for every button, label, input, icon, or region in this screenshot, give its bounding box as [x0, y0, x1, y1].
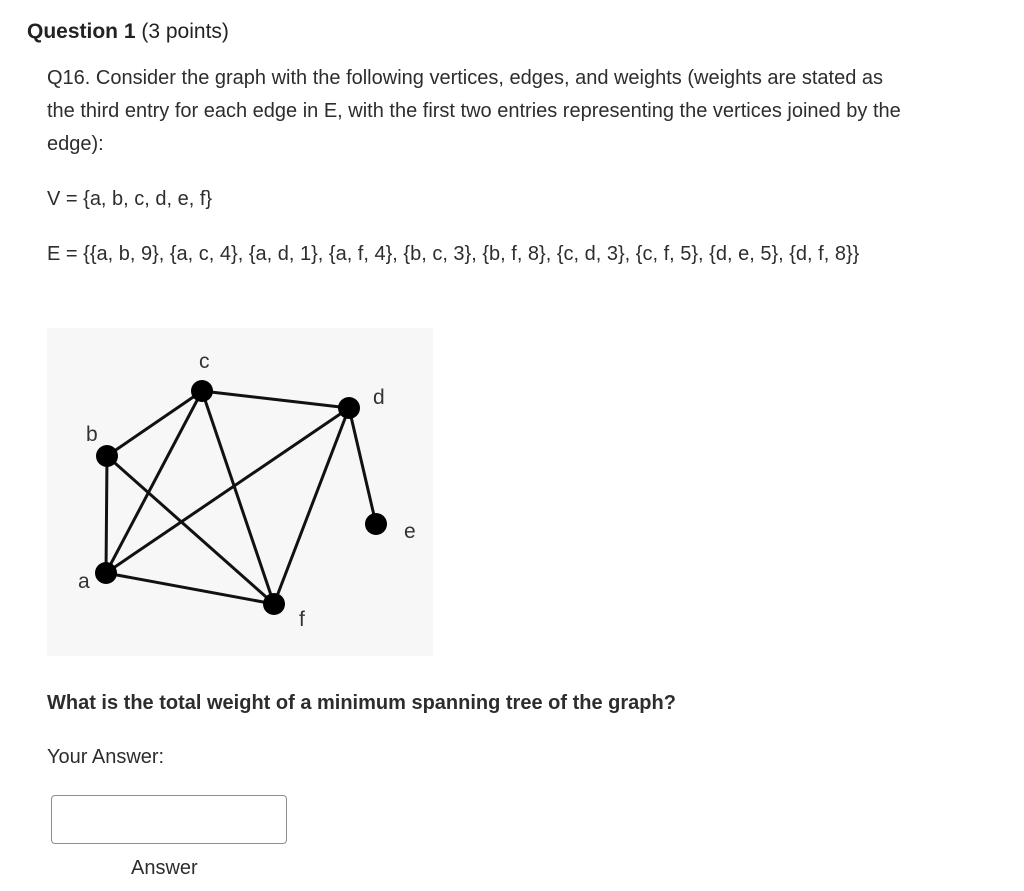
question-prompt: Q16. Consider the graph with the following vertices, edges, and weights (weights are stated as the third entry for each edge in E, with the first two entries representing the vertices joined by the edge):: [47, 67, 901, 155]
vertex-label-f: f: [299, 608, 305, 631]
edge-a-c: [106, 391, 202, 573]
vertex-f: [263, 593, 285, 615]
vertex-label-a: a: [78, 570, 90, 593]
edge-b-c: [107, 391, 202, 456]
vertex-set: V = {a, b, c, d, e, f}: [47, 188, 213, 210]
vertex-a: [95, 562, 117, 584]
vertex-label-c: c: [199, 350, 210, 373]
graph-figure: [47, 328, 433, 656]
question-body: [47, 62, 947, 271]
question-title: Question 1: [27, 20, 136, 43]
answer-caption: Answer: [131, 857, 198, 879]
vertex-e: [365, 513, 387, 535]
edge-d-f: [274, 408, 349, 604]
edge-a-f: [106, 573, 274, 604]
question-points: (3 points): [141, 20, 229, 43]
answer-input[interactable]: [51, 795, 287, 844]
edge-d-e: [349, 408, 376, 524]
vertex-b: [96, 445, 118, 467]
mst-question: What is the total weight of a minimum spanning tree of the graph?: [47, 692, 676, 714]
vertex-d: [338, 397, 360, 419]
vertex-label-d: d: [373, 386, 385, 409]
edge-set: E = {{a, b, 9}, {a, c, 4}, {a, d, 1}, {a, f, 4}, {b, c, 3}, {b, f, 8}, {c, d, 3}, {c, f, 5}, {d, e, 5}, {d, f, 8}}: [47, 243, 860, 265]
vertex-label-e: e: [404, 520, 416, 543]
vertex-label-b: b: [86, 423, 98, 446]
question-header: [27, 18, 229, 46]
answer-label: Your Answer:: [47, 746, 165, 768]
edge-c-d: [202, 391, 349, 408]
vertex-c: [191, 380, 213, 402]
edge-a-b: [106, 456, 107, 573]
graph-svg: [47, 328, 433, 656]
